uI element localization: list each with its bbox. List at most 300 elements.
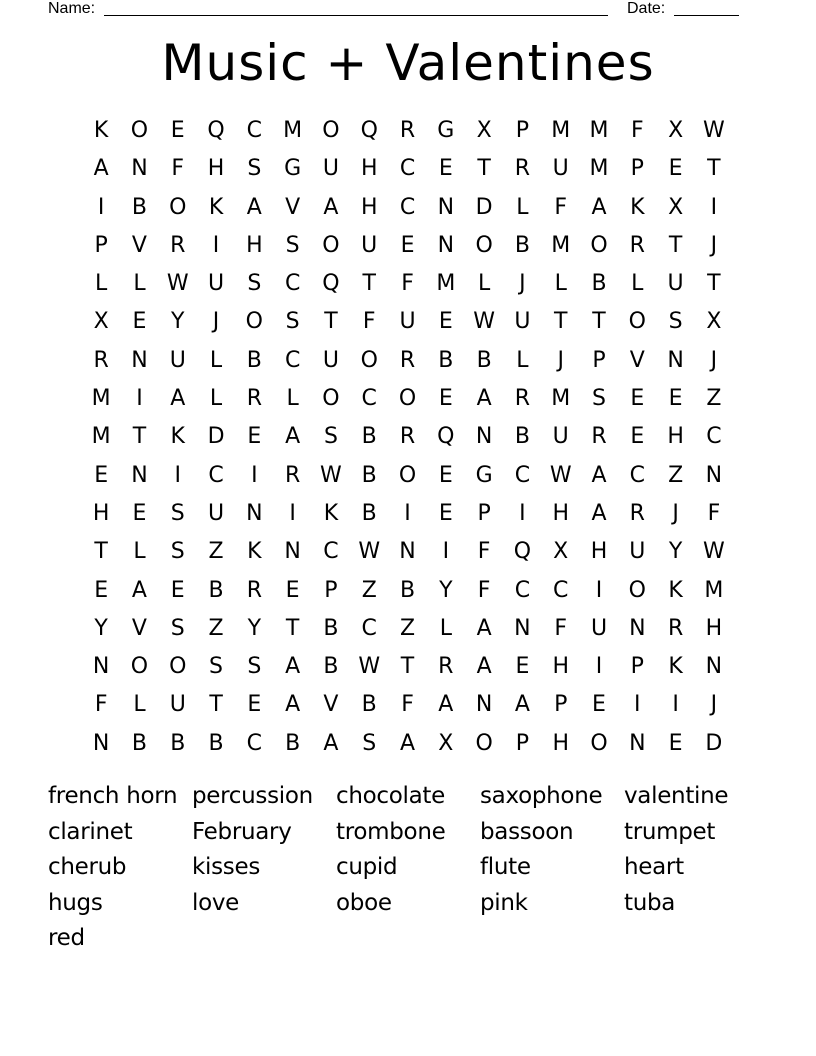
grid-cell: J — [212, 309, 220, 335]
grid-cell: K — [668, 577, 683, 603]
grid-cell: P — [592, 347, 606, 373]
grid-cell: L — [516, 194, 529, 220]
grid-cell: B — [131, 194, 147, 220]
grid-cell: C — [706, 424, 722, 450]
grid-cell: I — [710, 194, 718, 220]
grid-cell: P — [630, 654, 644, 680]
grid-cell: N — [475, 424, 493, 450]
grid-cell: U — [552, 156, 569, 182]
grid-cell: T — [209, 692, 223, 718]
grid-cell: R — [399, 424, 416, 450]
grid-cell: R — [667, 615, 684, 641]
grid-row — [82, 610, 734, 648]
grid-cell: C — [399, 194, 416, 220]
grid-cell: I — [212, 232, 220, 258]
grid-row — [82, 227, 734, 265]
grid-cell: I — [442, 539, 450, 565]
grid-cell: X — [668, 118, 684, 143]
header — [48, 0, 748, 20]
grid-cell: R — [170, 232, 186, 258]
grid-cell: F — [171, 156, 185, 182]
grid-cell: J — [710, 692, 718, 718]
grid-cell: M — [551, 232, 571, 258]
grid-cell: N — [705, 654, 723, 680]
grid-cell: Z — [208, 615, 224, 641]
grid-cell: L — [133, 539, 146, 565]
grid-cell: E — [94, 462, 109, 488]
grid-cell: N — [246, 500, 263, 526]
grid-cell: H — [207, 156, 225, 182]
grid-cell: U — [169, 692, 186, 718]
grid-cell: X — [476, 118, 492, 143]
grid-cell: U — [322, 347, 339, 373]
grid-cell: U — [629, 539, 646, 565]
grid-cell: R — [399, 347, 416, 373]
grid-cell: B — [131, 730, 147, 756]
grid-cell: R — [629, 500, 645, 526]
grid-cell: U — [169, 347, 186, 373]
grid-row — [82, 572, 734, 610]
grid-cell: C — [284, 347, 301, 373]
grid-cell: W — [358, 539, 381, 565]
grid-cell: V — [323, 692, 339, 718]
grid-cell: C — [514, 577, 531, 603]
grid-cell: J — [710, 347, 718, 373]
grid-cell: U — [361, 232, 378, 258]
grid-cell: G — [475, 462, 493, 488]
grid-cell: P — [515, 730, 530, 756]
grid-cell: P — [94, 232, 108, 258]
grid-cell: A — [323, 730, 339, 756]
grid-cell: M — [436, 271, 456, 297]
grid-cell: Z — [706, 386, 722, 412]
grid-cell: B — [361, 692, 377, 718]
grid-cell: S — [362, 730, 377, 756]
grid-cell: E — [170, 118, 185, 143]
grid-cell: Z — [668, 462, 684, 488]
word-list-item: trumpet — [624, 818, 716, 845]
grid-cell: I — [174, 462, 181, 488]
grid-cell: F — [554, 615, 568, 641]
grid-row — [82, 495, 734, 533]
grid-cell: E — [592, 692, 606, 718]
grid-cell: N — [131, 156, 148, 182]
grid-cell: C — [246, 730, 263, 756]
grid-cell: C — [208, 462, 224, 488]
grid-cell: U — [207, 500, 225, 526]
grid-row — [82, 648, 734, 686]
letter-grid — [82, 112, 734, 763]
grid-cell: A — [438, 692, 454, 718]
grid-cell: B — [476, 347, 492, 373]
grid-cell: O — [322, 118, 340, 143]
grid-cell: L — [95, 271, 108, 297]
grid-cell: V — [131, 615, 147, 641]
grid-cell: P — [630, 156, 644, 182]
grid-cell: F — [554, 194, 568, 220]
grid-cell: Y — [439, 577, 453, 603]
grid-cell: D — [705, 730, 723, 756]
grid-cell: E — [132, 309, 147, 335]
word-list-item: tuba — [624, 889, 676, 916]
word-list-item: pink — [480, 889, 528, 916]
grid-row — [82, 457, 734, 495]
grid-cell: S — [592, 386, 606, 412]
grid-cell: L — [209, 347, 223, 373]
grid-cell: E — [438, 462, 453, 488]
grid-cell: H — [667, 424, 684, 450]
grid-cell: N — [399, 539, 416, 565]
grid-cell: K — [323, 500, 339, 526]
word-list-item: clarinet — [48, 818, 133, 845]
grid-cell: T — [324, 309, 338, 335]
grid-cell: E — [400, 232, 415, 258]
grid-row — [82, 265, 734, 303]
grid-cell: A — [131, 577, 147, 603]
grid-cell: C — [553, 577, 569, 603]
grid-cell: I — [595, 654, 603, 680]
grid-cell: Z — [361, 577, 377, 603]
grid-cell: P — [324, 577, 338, 603]
grid-cell: I — [634, 692, 641, 718]
grid-cell: E — [668, 730, 683, 756]
grid-cell: R — [399, 118, 416, 143]
grid-cell: N — [131, 347, 148, 373]
grid-cell: N — [437, 232, 455, 258]
grid-cell: E — [515, 654, 530, 680]
grid-cell: P — [477, 500, 491, 526]
grid-cell: A — [170, 386, 186, 412]
grid-cell: X — [706, 309, 722, 335]
grid-cell: R — [629, 232, 645, 258]
grid-cell: B — [208, 577, 224, 603]
grid-cell: B — [285, 730, 301, 756]
grid-cell: Q — [513, 539, 532, 565]
grid-cell: M — [589, 118, 609, 143]
grid-cell: T — [707, 156, 721, 182]
grid-cell: U — [322, 156, 339, 182]
grid-cell: I — [136, 386, 143, 412]
word-list-item: February — [192, 818, 292, 845]
grid-cell: H — [360, 194, 378, 220]
grid-cell: S — [668, 309, 683, 335]
grid-cell: Y — [171, 309, 185, 335]
grid-cell: N — [705, 462, 723, 488]
grid-cell: R — [438, 654, 454, 680]
grid-cell: I — [519, 500, 526, 526]
grid-cell: F — [477, 577, 491, 603]
grid-row — [82, 150, 734, 188]
grid-cell: O — [590, 730, 608, 756]
grid-cell: B — [323, 654, 339, 680]
grid-cell: B — [514, 424, 530, 450]
grid-cell: C — [399, 156, 416, 182]
grid-cell: L — [439, 615, 452, 641]
grid-cell: A — [399, 730, 416, 756]
grid-cell: E — [247, 424, 262, 450]
grid-cell: F — [401, 692, 414, 718]
grid-cell: C — [323, 539, 339, 565]
grid-cell: W — [703, 539, 725, 565]
grid-cell: N — [475, 692, 493, 718]
grid-cell: L — [554, 271, 567, 297]
word-list-item: valentine — [624, 783, 729, 809]
grid-cell: J — [672, 500, 679, 526]
grid-row — [82, 533, 734, 571]
word-list-item: cupid — [336, 854, 398, 881]
grid-cell: O — [398, 386, 417, 412]
word-list-item: bassoon — [480, 818, 574, 845]
grid-cell: U — [667, 271, 684, 297]
grid-cell: O — [130, 118, 149, 143]
grid-cell: G — [437, 118, 455, 143]
grid-cell: A — [93, 156, 109, 182]
grid-cell: I — [289, 500, 296, 526]
grid-cell: E — [438, 309, 453, 335]
grid-cell: A — [514, 692, 530, 718]
grid-cell: H — [552, 500, 569, 526]
grid-cell: N — [629, 615, 646, 641]
grid-cell: B — [438, 347, 454, 373]
grid-cell: O — [475, 232, 493, 258]
grid-cell: V — [285, 194, 301, 220]
grid-cell: Z — [399, 615, 416, 641]
grid-cell: O — [245, 309, 263, 335]
grid-cell: S — [247, 156, 262, 182]
word-list-item: oboe — [336, 889, 392, 916]
grid-cell: G — [284, 156, 302, 182]
word-list-item: kisses — [192, 854, 261, 881]
grid-cell: E — [438, 386, 453, 412]
grid-cell: C — [361, 386, 377, 412]
grid-cell: N — [131, 462, 148, 488]
grid-cell: E — [132, 500, 147, 526]
grid-cell: N — [629, 730, 646, 756]
grid-cell: K — [247, 539, 262, 565]
grid-cell: I — [97, 194, 105, 220]
grid-cell: O — [322, 232, 340, 258]
grid-cell: M — [704, 577, 724, 603]
grid-cell: O — [628, 577, 646, 603]
grid-cell: T — [477, 156, 491, 182]
grid-cell: B — [399, 577, 416, 603]
grid-cell: R — [591, 424, 607, 450]
grid-cell: S — [285, 232, 300, 258]
grid-cell: Y — [247, 615, 262, 641]
grid-cell: S — [247, 271, 262, 297]
grid-cell: W — [358, 654, 381, 680]
grid-cell: H — [590, 539, 608, 565]
grid-cell: S — [247, 654, 262, 680]
grid-cell: X — [438, 730, 454, 756]
grid-cell: A — [476, 615, 492, 641]
grid-cell: Y — [668, 539, 683, 565]
grid-cell: B — [208, 730, 224, 756]
grid-cell: J — [557, 347, 564, 373]
grid-cell: M — [283, 118, 303, 143]
grid-cell: L — [631, 271, 644, 297]
grid-cell: Q — [437, 424, 455, 450]
grid-cell: I — [672, 692, 679, 718]
grid-cell: E — [630, 424, 645, 450]
grid-cell: T — [132, 424, 147, 450]
grid-cell: A — [476, 654, 492, 680]
grid-cell: L — [209, 386, 223, 412]
grid-cell: B — [170, 730, 186, 756]
grid-cell: W — [320, 462, 342, 488]
grid-cell: A — [323, 194, 339, 220]
grid-cell: M — [91, 386, 111, 412]
grid-cell: H — [705, 615, 723, 641]
grid-cell: T — [285, 615, 300, 641]
grid-cell: E — [668, 156, 683, 182]
grid-row — [82, 342, 734, 380]
grid-cell: S — [285, 309, 300, 335]
grid-cell: U — [590, 615, 608, 641]
grid-cell: T — [553, 309, 568, 335]
grid-cell: K — [208, 194, 224, 220]
grid-cell: K — [668, 654, 683, 680]
word-list-item: chocolate — [336, 783, 445, 809]
grid-row — [82, 725, 734, 763]
grid-cell: H — [246, 232, 263, 258]
grid-cell: Q — [322, 271, 340, 297]
date-label: Date: — [627, 0, 666, 17]
grid-cell: F — [630, 118, 644, 143]
grid-cell: E — [170, 577, 185, 603]
grid-row — [82, 112, 734, 150]
word-list-item: flute — [480, 854, 531, 881]
date-blank-line — [674, 15, 739, 16]
grid-cell: O — [628, 309, 646, 335]
grid-cell: C — [361, 615, 377, 641]
grid-cell: V — [131, 232, 147, 258]
grid-cell: O — [130, 654, 149, 680]
grid-cell: R — [246, 577, 262, 603]
grid-cell: R — [514, 156, 531, 182]
grid-cell: O — [322, 386, 340, 412]
grid-cell: X — [93, 309, 109, 335]
grid-cell: B — [361, 462, 377, 488]
grid-cell: M — [551, 118, 571, 143]
word-list-item: heart — [624, 854, 684, 881]
grid-cell: W — [166, 271, 189, 297]
grid-cell: B — [591, 271, 607, 297]
grid-cell: M — [551, 386, 571, 412]
grid-row — [82, 303, 734, 341]
grid-cell: U — [552, 424, 569, 450]
grid-cell: N — [92, 730, 110, 756]
grid-cell: Q — [360, 118, 378, 143]
grid-cell: Y — [94, 615, 108, 641]
grid-cell: F — [477, 539, 491, 565]
word-list-item: percussion — [192, 783, 313, 809]
grid-cell: F — [94, 692, 108, 718]
grid-cell: B — [361, 500, 377, 526]
grid-cell: H — [360, 156, 378, 182]
word-list-item: trombone — [336, 818, 446, 845]
grid-cell: L — [133, 271, 146, 297]
grid-cell: M — [91, 424, 111, 450]
grid-cell: E — [94, 577, 109, 603]
grid-cell: C — [629, 462, 645, 488]
grid-cell: E — [438, 500, 453, 526]
grid-row — [82, 418, 734, 456]
word-list-item: hugs — [48, 889, 103, 916]
grid-cell: A — [591, 500, 607, 526]
grid-cell: R — [246, 386, 262, 412]
grid-cell: M — [589, 156, 609, 182]
grid-cell: J — [710, 232, 718, 258]
grid-cell: A — [591, 194, 607, 220]
name-blank-line — [104, 15, 608, 16]
grid-cell: P — [554, 692, 568, 718]
grid-cell: U — [514, 309, 531, 335]
grid-cell: O — [169, 194, 187, 220]
grid-cell: V — [629, 347, 645, 373]
grid-cell: W — [703, 118, 725, 143]
grid-cell: L — [286, 386, 299, 412]
grid-cell: N — [284, 539, 301, 565]
grid-cell: L — [477, 271, 491, 297]
grid-cell: T — [400, 654, 415, 680]
grid-cell: A — [285, 654, 301, 680]
word-list-item: french horn — [48, 783, 178, 809]
grid-cell: U — [399, 309, 416, 335]
grid-row — [82, 686, 734, 724]
grid-cell: E — [630, 386, 645, 412]
grid-cell: K — [630, 194, 645, 220]
grid-cell: S — [170, 615, 185, 641]
grid-cell: Z — [208, 539, 224, 565]
grid-cell: F — [362, 309, 376, 335]
grid-cell: T — [707, 271, 721, 297]
grid-cell: C — [246, 118, 263, 143]
grid-cell: T — [94, 539, 108, 565]
grid-cell: L — [133, 692, 146, 718]
grid-cell: O — [475, 730, 493, 756]
grid-cell: I — [251, 462, 258, 488]
word-list-item: love — [192, 889, 240, 916]
grid-cell: R — [93, 347, 109, 373]
grid-cell: Q — [207, 118, 225, 143]
grid-cell: T — [592, 309, 606, 335]
grid-cell: O — [360, 347, 378, 373]
grid-row — [82, 189, 734, 227]
grid-cell: S — [170, 500, 185, 526]
grid-cell: A — [246, 194, 262, 220]
grid-cell: T — [362, 271, 376, 297]
grid-cell: B — [514, 232, 530, 258]
grid-cell: A — [476, 386, 492, 412]
name-label: Name: — [48, 0, 96, 17]
grid-cell: A — [285, 424, 301, 450]
grid-cell: H — [92, 500, 110, 526]
grid-cell: P — [515, 118, 530, 143]
grid-cell: K — [170, 424, 185, 450]
grid-cell: D — [475, 194, 493, 220]
grid-cell: W — [549, 462, 572, 488]
grid-cell: E — [285, 577, 300, 603]
grid-cell: I — [595, 577, 603, 603]
grid-cell: O — [398, 462, 417, 488]
grid-cell: R — [284, 462, 301, 488]
word-list-item: cherub — [48, 854, 127, 881]
grid-cell: F — [401, 271, 414, 297]
grid-cell: U — [207, 271, 225, 297]
grid-cell: O — [169, 654, 187, 680]
grid-cell: E — [668, 386, 683, 412]
